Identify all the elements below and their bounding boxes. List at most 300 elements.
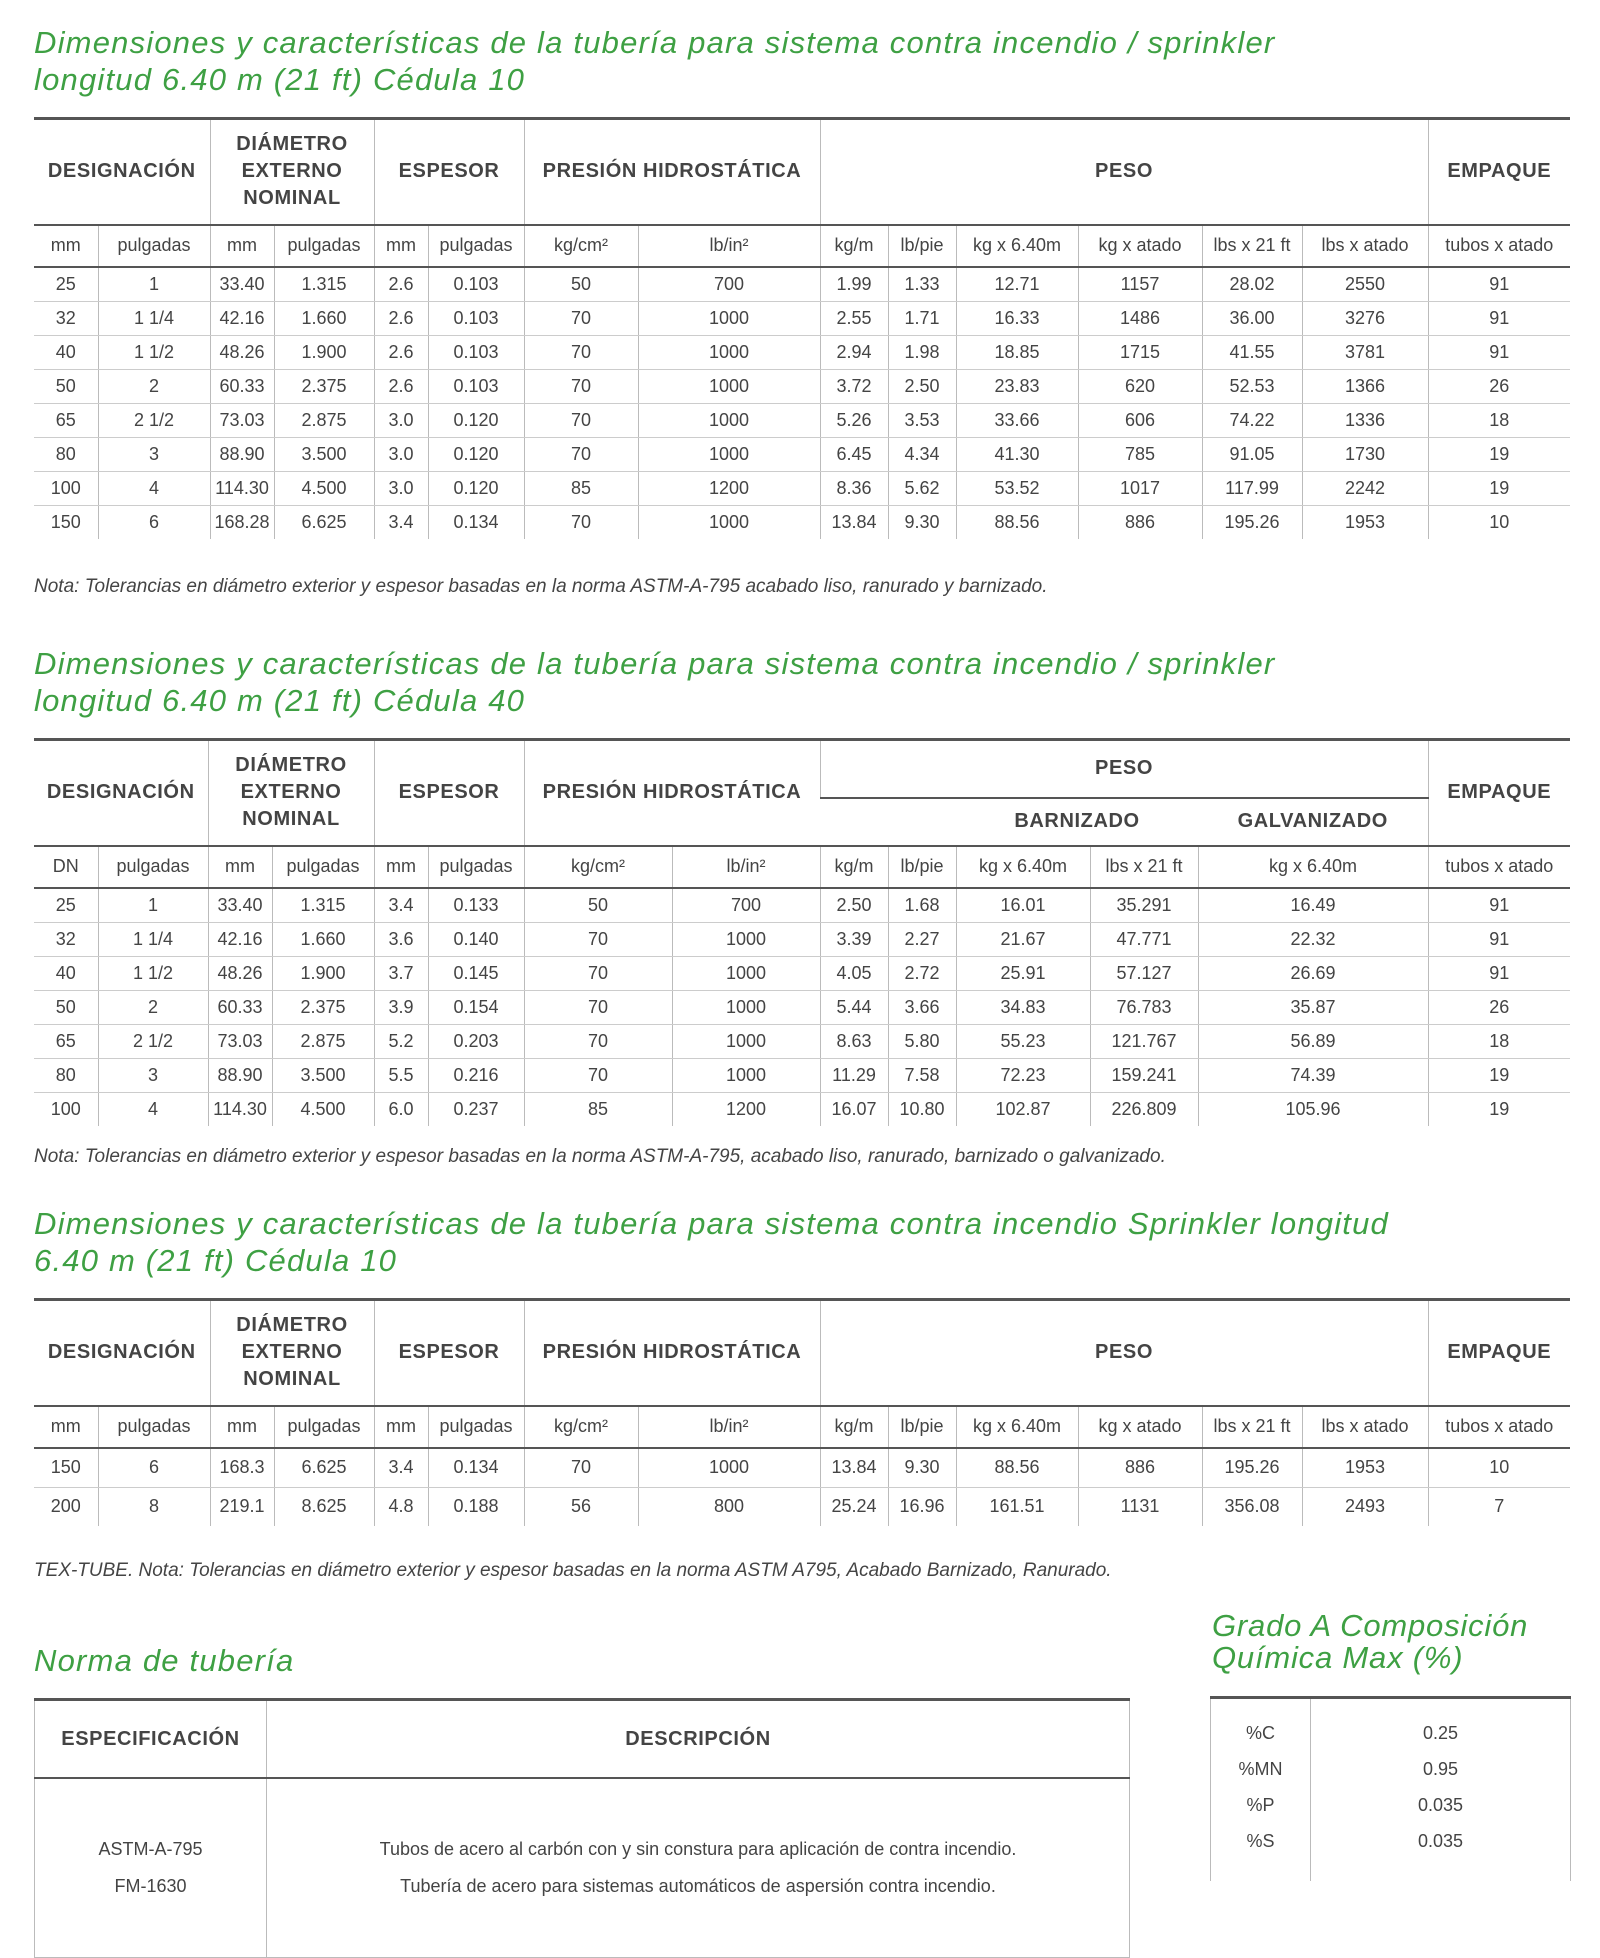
unit-cell: pulgadas xyxy=(272,846,374,888)
data-cell: 70 xyxy=(524,956,672,990)
unit-cell: kg/m xyxy=(820,1406,888,1448)
data-cell: 33.40 xyxy=(210,267,274,302)
data-cell: 0.216 xyxy=(428,1058,524,1092)
data-cell: 3 xyxy=(98,1058,208,1092)
data-cell: 56 xyxy=(524,1487,638,1526)
data-cell: 3.9 xyxy=(374,990,428,1024)
data-cell: 10 xyxy=(1428,1448,1570,1488)
element-cell: %P xyxy=(1211,1787,1311,1823)
data-cell: 5.80 xyxy=(888,1024,956,1058)
data-cell: 13.84 xyxy=(820,1448,888,1488)
data-cell: 1 1/2 xyxy=(98,335,210,369)
data-cell: 195.26 xyxy=(1202,505,1302,539)
unit-cell: kg x atado xyxy=(1078,225,1202,267)
data-cell: 1366 xyxy=(1302,369,1428,403)
header-peso-blank xyxy=(820,798,956,846)
unit-cell: kg x atado xyxy=(1078,1406,1202,1448)
header-diametro: DIÁMETRO EXTERNO NOMINAL xyxy=(210,119,374,225)
data-cell: 1000 xyxy=(672,1024,820,1058)
data-cell: 1000 xyxy=(638,301,820,335)
data-cell: 226.809 xyxy=(1090,1092,1198,1126)
data-cell: 1.660 xyxy=(272,922,374,956)
data-cell: 102.87 xyxy=(956,1092,1090,1126)
data-cell: 2.875 xyxy=(272,1024,374,1058)
units-row xyxy=(34,225,1570,267)
data-cell: 6 xyxy=(98,1448,210,1488)
unit-cell: kg x 6.40m xyxy=(956,225,1078,267)
data-cell: 2242 xyxy=(1302,471,1428,505)
table-row xyxy=(34,403,1570,437)
data-cell: 1.315 xyxy=(274,267,374,302)
unit-cell: kg x 6.40m xyxy=(1198,846,1428,888)
data-cell: 3.4 xyxy=(374,505,428,539)
data-cell: 1.660 xyxy=(274,301,374,335)
table-row xyxy=(34,922,1570,956)
value-cell: 0.25 xyxy=(1311,1715,1571,1751)
data-cell: 10.80 xyxy=(888,1092,956,1126)
data-cell: 1953 xyxy=(1302,505,1428,539)
table-row xyxy=(35,1868,1130,1905)
data-cell: 121.767 xyxy=(1090,1024,1198,1058)
header-presion: PRESIÓN HIDROSTÁTICA xyxy=(524,1300,820,1406)
data-cell: 1 1/4 xyxy=(98,922,208,956)
data-cell: 6.625 xyxy=(274,1448,374,1488)
header-diametro: DIÁMETRO EXTERNO NOMINAL xyxy=(210,1300,374,1406)
data-cell: 70 xyxy=(524,403,638,437)
units-row xyxy=(34,1406,1570,1448)
data-cell: 9.30 xyxy=(888,1448,956,1488)
desc-cell: Tubería de acero para sistemas automáticos de aspersión contra incendio. xyxy=(267,1868,1130,1905)
data-cell: 4 xyxy=(98,471,210,505)
element-cell: %MN xyxy=(1211,1751,1311,1787)
data-cell: 1.900 xyxy=(272,956,374,990)
table-row xyxy=(34,956,1570,990)
data-cell: 700 xyxy=(638,267,820,302)
desc-cell: Tubos de acero al carbón con y sin constura para aplicación de contra incendio. xyxy=(267,1831,1130,1868)
data-cell: 0.133 xyxy=(428,888,524,923)
data-cell: 25.91 xyxy=(956,956,1090,990)
data-cell: 70 xyxy=(524,1024,672,1058)
data-cell: 12.71 xyxy=(956,267,1078,302)
norma-title: Norma de tubería xyxy=(34,1643,295,1678)
data-cell: 35.87 xyxy=(1198,990,1428,1024)
data-cell: 91 xyxy=(1428,301,1570,335)
data-cell: 80 xyxy=(34,1058,98,1092)
unit-cell: mm xyxy=(374,846,428,888)
table-cedula-10-sprinkler xyxy=(34,1298,1570,1526)
unit-cell: lb/in² xyxy=(638,1406,820,1448)
data-cell: 105.96 xyxy=(1198,1092,1428,1126)
data-cell: 4.8 xyxy=(374,1487,428,1526)
data-cell: 57.127 xyxy=(1090,956,1198,990)
data-cell: 16.49 xyxy=(1198,888,1428,923)
data-cell: 3.66 xyxy=(888,990,956,1024)
data-cell: 1131 xyxy=(1078,1487,1202,1526)
data-cell: 42.16 xyxy=(210,301,274,335)
data-cell: 2 1/2 xyxy=(98,403,210,437)
table-row xyxy=(34,990,1570,1024)
data-cell: 60.33 xyxy=(210,369,274,403)
unit-cell: pulgadas xyxy=(428,1406,524,1448)
data-cell: 150 xyxy=(34,1448,98,1488)
data-cell: 195.26 xyxy=(1202,1448,1302,1488)
table-cedula-10 xyxy=(34,117,1570,539)
unit-cell: lb/pie xyxy=(888,225,956,267)
data-cell: 48.26 xyxy=(208,956,272,990)
data-cell: 36.00 xyxy=(1202,301,1302,335)
data-cell: 19 xyxy=(1428,1058,1570,1092)
data-cell: 32 xyxy=(34,301,98,335)
unit-cell: kg/m xyxy=(820,225,888,267)
data-cell: 60.33 xyxy=(208,990,272,1024)
data-cell: 117.99 xyxy=(1202,471,1302,505)
data-cell: 1000 xyxy=(638,1448,820,1488)
unit-cell: mm xyxy=(374,225,428,267)
data-cell: 33.40 xyxy=(208,888,272,923)
section-1-note: Nota: Tolerancias en diámetro exterior y espesor basadas en la norma ASTM-A-795 acabado liso, ranurado y barnizado. xyxy=(34,576,1048,597)
unit-cell: kg x 6.40m xyxy=(956,846,1090,888)
data-cell: 70 xyxy=(524,505,638,539)
data-cell: 2.6 xyxy=(374,267,428,302)
data-cell: 0.103 xyxy=(428,335,524,369)
header-presion: PRESIÓN HIDROSTÁTICA xyxy=(524,740,820,846)
chem-title-line2: Química Max (%) xyxy=(1212,1640,1464,1675)
section-1-title xyxy=(34,24,1275,98)
data-cell: 8.625 xyxy=(274,1487,374,1526)
data-cell: 0.103 xyxy=(428,369,524,403)
data-cell: 168.3 xyxy=(210,1448,274,1488)
data-cell: 10 xyxy=(1428,505,1570,539)
data-cell: 1.99 xyxy=(820,267,888,302)
data-cell: 91 xyxy=(1428,922,1570,956)
element-cell: %S xyxy=(1211,1823,1311,1859)
unit-cell: pulgadas xyxy=(428,225,524,267)
header-designacion: DESIGNACIÓN xyxy=(46,781,195,804)
data-cell: 4.500 xyxy=(272,1092,374,1126)
data-cell: 1.98 xyxy=(888,335,956,369)
data-cell: 4.500 xyxy=(274,471,374,505)
data-cell: 3.0 xyxy=(374,403,428,437)
data-cell: 28.02 xyxy=(1202,267,1302,302)
unit-cell: tubos x atado xyxy=(1428,1406,1570,1448)
data-cell: 8.36 xyxy=(820,471,888,505)
table-row xyxy=(34,301,1570,335)
data-cell: 25.24 xyxy=(820,1487,888,1526)
table-row xyxy=(34,1092,1570,1126)
data-cell: 18 xyxy=(1428,403,1570,437)
data-cell: 18 xyxy=(1428,1024,1570,1058)
data-cell: 1000 xyxy=(638,505,820,539)
header-peso: PESO xyxy=(820,1300,1428,1406)
data-cell: 16.07 xyxy=(820,1092,888,1126)
spec-cell: FM-1630 xyxy=(35,1868,267,1905)
section-1-title-line2: longitud 6.40 m (21 ft) Cédula 10 xyxy=(34,62,526,97)
data-cell: 0.154 xyxy=(428,990,524,1024)
data-cell: 1000 xyxy=(672,990,820,1024)
data-cell: 886 xyxy=(1078,505,1202,539)
unit-cell: lbs x atado xyxy=(1302,225,1428,267)
data-cell: 26 xyxy=(1428,369,1570,403)
data-cell: 91.05 xyxy=(1202,437,1302,471)
data-cell: 8 xyxy=(98,1487,210,1526)
unit-cell: lbs x 21 ft xyxy=(1202,225,1302,267)
data-cell: 1715 xyxy=(1078,335,1202,369)
data-cell: 48.26 xyxy=(210,335,274,369)
data-cell: 5.62 xyxy=(888,471,956,505)
data-cell: 1486 xyxy=(1078,301,1202,335)
data-cell: 1730 xyxy=(1302,437,1428,471)
table-norma xyxy=(34,1698,1130,1958)
data-cell: 2 1/2 xyxy=(98,1024,208,1058)
data-cell: 42.16 xyxy=(208,922,272,956)
data-cell: 18.85 xyxy=(956,335,1078,369)
data-cell: 3276 xyxy=(1302,301,1428,335)
data-cell: 74.39 xyxy=(1198,1058,1428,1092)
unit-cell: lbs x atado xyxy=(1302,1406,1428,1448)
data-cell: 2.375 xyxy=(274,369,374,403)
data-cell: 91 xyxy=(1428,888,1570,923)
section-2-title-line1: Dimensiones y características de la tubería para sistema contra incendio / sprinkler xyxy=(34,646,1276,681)
unit-cell: kg/m xyxy=(820,846,888,888)
data-cell: 1017 xyxy=(1078,471,1202,505)
data-cell: 1.900 xyxy=(274,335,374,369)
data-cell: 19 xyxy=(1428,437,1570,471)
unit-cell: lb/in² xyxy=(672,846,820,888)
data-cell: 700 xyxy=(672,888,820,923)
value-cell: 0.95 xyxy=(1311,1751,1571,1787)
table-row xyxy=(34,369,1570,403)
data-cell: 32 xyxy=(34,922,98,956)
table-row xyxy=(1211,1751,1571,1787)
data-cell: 70 xyxy=(524,1448,638,1488)
data-cell: 50 xyxy=(34,369,98,403)
data-cell: 0.140 xyxy=(428,922,524,956)
table-chem xyxy=(1210,1696,1571,1881)
data-cell: 7.58 xyxy=(888,1058,956,1092)
data-cell: 5.2 xyxy=(374,1024,428,1058)
data-cell: 0.145 xyxy=(428,956,524,990)
data-cell: 88.56 xyxy=(956,1448,1078,1488)
data-cell: 73.03 xyxy=(208,1024,272,1058)
data-cell: 2 xyxy=(98,990,208,1024)
data-cell: 168.28 xyxy=(210,505,274,539)
data-cell: 1000 xyxy=(672,956,820,990)
data-cell: 2 xyxy=(98,369,210,403)
table-row xyxy=(34,888,1570,923)
header-espesor: ESPESOR xyxy=(374,740,524,846)
data-cell: 150 xyxy=(50,511,81,532)
data-cell: 0.188 xyxy=(428,1487,524,1526)
data-cell: 6 xyxy=(98,505,210,539)
data-cell: 620 xyxy=(1078,369,1202,403)
header-empaque: EMPAQUE xyxy=(1428,119,1570,225)
data-cell: 16.01 xyxy=(956,888,1090,923)
section-3-title-line2: 6.40 m (21 ft) Cédula 10 xyxy=(34,1243,398,1278)
data-cell: 3.500 xyxy=(274,437,374,471)
unit-cell: kg/cm² xyxy=(524,846,672,888)
data-cell: 52.53 xyxy=(1202,369,1302,403)
header-especificacion: ESPECIFICACIÓN xyxy=(35,1700,267,1779)
section-3-note: TEX-TUBE. Nota: Tolerancias en diámetro exterior y espesor basadas en la norma ASTM A795, Acabado Barnizado, Ranurado. xyxy=(34,1560,1112,1581)
units-row xyxy=(34,846,1570,888)
data-cell: 2550 xyxy=(1302,267,1428,302)
unit-cell: pulgadas xyxy=(98,225,210,267)
chem-title xyxy=(1212,1610,1528,1674)
header-descripcion: DESCRIPCIÓN xyxy=(267,1700,1130,1779)
header-empaque: EMPAQUE xyxy=(1428,740,1570,846)
unit-cell: kg x 6.40m xyxy=(956,1406,1078,1448)
unit-cell: mm xyxy=(34,1406,98,1448)
data-cell: 70 xyxy=(524,990,672,1024)
data-cell: 50 xyxy=(524,888,672,923)
data-cell: 1000 xyxy=(638,403,820,437)
unit-cell: mm xyxy=(208,846,272,888)
data-cell: 25 xyxy=(34,888,98,923)
data-cell: 1000 xyxy=(638,335,820,369)
data-cell: 3.4 xyxy=(374,1448,428,1488)
data-cell: 3.53 xyxy=(888,403,956,437)
data-cell: 0.120 xyxy=(428,437,524,471)
data-cell: 47.771 xyxy=(1090,922,1198,956)
data-cell: 1.71 xyxy=(888,301,956,335)
unit-cell: pulgadas xyxy=(274,225,374,267)
data-cell: 1.68 xyxy=(888,888,956,923)
data-cell: 3.500 xyxy=(272,1058,374,1092)
data-cell: 26.69 xyxy=(1198,956,1428,990)
unit-cell: lbs x 21 ft xyxy=(1202,1406,1302,1448)
data-cell: 70 xyxy=(524,301,638,335)
unit-cell: DN xyxy=(34,846,98,888)
data-cell: 0.120 xyxy=(428,471,524,505)
data-cell: 1 1/4 xyxy=(98,301,210,335)
unit-cell: lbs x 21 ft xyxy=(1090,846,1198,888)
header-empaque: EMPAQUE xyxy=(1428,1300,1570,1406)
data-cell: 85 xyxy=(524,1092,672,1126)
table-row xyxy=(34,437,1570,471)
data-cell: 80 xyxy=(34,437,98,471)
data-cell: 3.72 xyxy=(820,369,888,403)
data-cell: 5.44 xyxy=(820,990,888,1024)
unit-cell: kg/cm² xyxy=(524,225,638,267)
data-cell: 356.08 xyxy=(1202,1487,1302,1526)
data-cell: 21.67 xyxy=(956,922,1090,956)
data-cell: 114.30 xyxy=(208,1092,272,1126)
data-cell: 40 xyxy=(34,335,98,369)
data-cell: 0.134 xyxy=(428,505,524,539)
data-cell: 19 xyxy=(1428,1092,1570,1126)
data-cell: 100 xyxy=(50,1098,81,1119)
unit-cell: lb/in² xyxy=(638,225,820,267)
unit-cell: mm xyxy=(210,225,274,267)
data-cell: 70 xyxy=(524,437,638,471)
data-cell: 1 1/2 xyxy=(98,956,208,990)
data-cell: 2.94 xyxy=(820,335,888,369)
data-cell: 3.39 xyxy=(820,922,888,956)
data-cell: 16.96 xyxy=(888,1487,956,1526)
section-3-title xyxy=(34,1205,1389,1279)
data-cell: 3.0 xyxy=(374,437,428,471)
table-row xyxy=(34,1487,1570,1526)
unit-cell: pulgadas xyxy=(98,1406,210,1448)
section-1-title-line1: Dimensiones y características de la tubería para sistema contra incendio / sprinkler xyxy=(34,25,1276,60)
data-cell: 35.291 xyxy=(1090,888,1198,923)
unit-cell: mm xyxy=(210,1406,274,1448)
data-cell: 88.90 xyxy=(208,1058,272,1092)
data-cell: 1.33 xyxy=(888,267,956,302)
element-cell: %C xyxy=(1211,1715,1311,1751)
table-row xyxy=(34,267,1570,302)
data-cell: 70 xyxy=(524,1058,672,1092)
data-cell: 8.63 xyxy=(820,1024,888,1058)
header-barnizado: BARNIZADO xyxy=(956,798,1198,846)
unit-cell: kg/cm² xyxy=(524,1406,638,1448)
table-cedula-40 xyxy=(34,738,1570,1126)
data-cell: 26 xyxy=(1428,990,1570,1024)
data-cell: 3.7 xyxy=(374,956,428,990)
table-row xyxy=(1211,1787,1571,1823)
chem-title-line1: Grado A Composición xyxy=(1212,1608,1529,1643)
table-row xyxy=(1211,1715,1571,1751)
data-cell: 1000 xyxy=(638,369,820,403)
data-cell: 70 xyxy=(524,335,638,369)
data-cell: 1000 xyxy=(672,1058,820,1092)
data-cell: 88.56 xyxy=(956,505,1078,539)
data-cell: 0.103 xyxy=(428,267,524,302)
data-cell: 1 xyxy=(98,888,208,923)
data-cell: 65 xyxy=(34,1024,98,1058)
data-cell: 1000 xyxy=(638,437,820,471)
data-cell: 6.0 xyxy=(374,1092,428,1126)
data-cell: 22.32 xyxy=(1198,922,1428,956)
header-peso: PESO xyxy=(820,740,1428,798)
data-cell: 85 xyxy=(524,471,638,505)
data-cell: 1200 xyxy=(672,1092,820,1126)
data-cell: 3.0 xyxy=(374,471,428,505)
data-cell: 55.23 xyxy=(956,1024,1090,1058)
unit-cell: pulgadas xyxy=(98,846,208,888)
data-cell: 50 xyxy=(34,990,98,1024)
table-row xyxy=(34,1058,1570,1092)
spec-cell: ASTM-A-795 xyxy=(35,1831,267,1868)
data-cell: 56.89 xyxy=(1198,1024,1428,1058)
data-cell: 65 xyxy=(34,403,98,437)
header-designacion: DESIGNACIÓN xyxy=(47,1341,196,1364)
data-cell: 2.875 xyxy=(274,403,374,437)
data-cell: 91 xyxy=(1428,956,1570,990)
data-cell: 23.83 xyxy=(956,369,1078,403)
header-diametro: DIÁMETRO EXTERNO NOMINAL xyxy=(208,740,374,846)
data-cell: 88.90 xyxy=(210,437,274,471)
data-cell: 19 xyxy=(1428,471,1570,505)
data-cell: 785 xyxy=(1078,437,1202,471)
data-cell: 16.33 xyxy=(956,301,1078,335)
data-cell: 606 xyxy=(1078,403,1202,437)
unit-cell: tubos x atado xyxy=(1428,225,1570,267)
table-row xyxy=(34,505,1570,539)
data-cell: 2.55 xyxy=(820,301,888,335)
data-cell: 50 xyxy=(524,267,638,302)
data-cell: 5.26 xyxy=(820,403,888,437)
data-cell: 74.22 xyxy=(1202,403,1302,437)
data-cell: 2.375 xyxy=(272,990,374,1024)
data-cell: 0.237 xyxy=(428,1092,524,1126)
unit-cell: mm xyxy=(374,1406,428,1448)
data-cell: 41.55 xyxy=(1202,335,1302,369)
data-cell: 91 xyxy=(1428,335,1570,369)
data-cell: 4.34 xyxy=(888,437,956,471)
data-cell: 3.6 xyxy=(374,922,428,956)
value-cell: 0.035 xyxy=(1311,1787,1571,1823)
